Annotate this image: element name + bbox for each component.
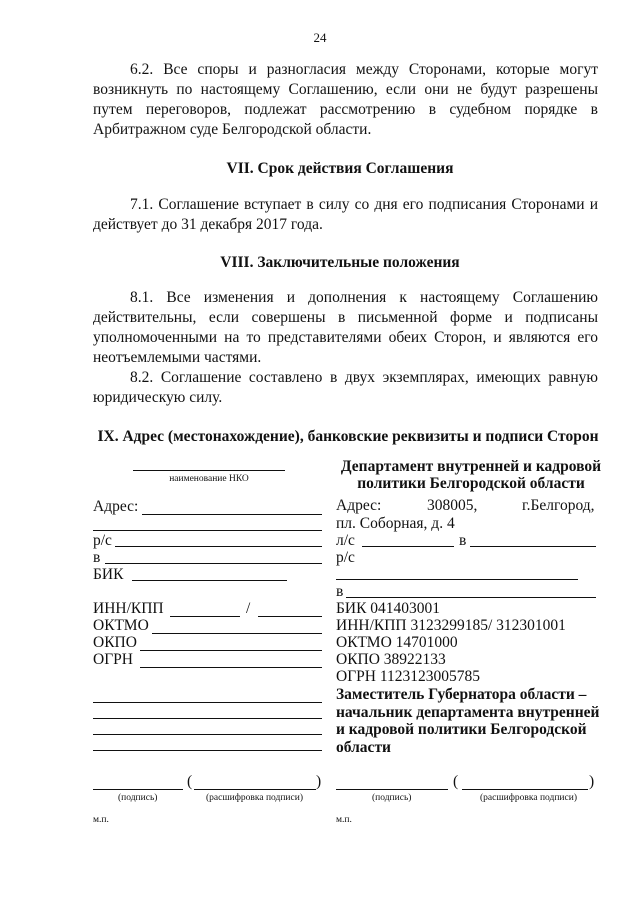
right-address-label: Адрес: xyxy=(336,497,382,514)
paragraph-8-1 xyxy=(93,288,598,368)
left-ogrn-line xyxy=(140,667,322,668)
right-rs-line xyxy=(336,579,578,580)
right-okpo: ОКПО 38922133 xyxy=(336,651,446,668)
paragraph-number: 8.2. xyxy=(130,369,154,386)
left-oktmo-label: ОКТМО xyxy=(93,617,149,634)
left-bank-label: в xyxy=(93,549,101,566)
paragraph-8-2 xyxy=(93,368,598,408)
right-inn: ИНН/КПП 3123299185/ 312301001 xyxy=(336,617,566,634)
left-inn-slash: / xyxy=(246,600,251,617)
right-ls-label: л/с xyxy=(336,532,355,549)
left-inn-line xyxy=(170,616,240,617)
left-okpo-label: ОКПО xyxy=(93,634,137,651)
section-heading-9: IX. Адрес (местонахождение), банковские реквизиты и подписи Сторон xyxy=(97,428,599,445)
paragraph-6-2 xyxy=(93,60,598,140)
right-address-city: г.Белгород, xyxy=(522,497,595,514)
right-address-street: пл. Соборная, д. 4 xyxy=(336,515,455,532)
left-oktmo-line xyxy=(152,633,322,634)
left-address-line xyxy=(142,514,322,515)
right-oktmo: ОКТМО 14701000 xyxy=(336,634,458,651)
right-paren-open: ( xyxy=(453,773,459,790)
right-decode-caption: (расшифровка подписи) xyxy=(480,793,577,803)
left-signatory-line-1 xyxy=(93,702,322,703)
right-decode-line xyxy=(462,789,588,790)
right-signature-caption: (подпись) xyxy=(372,793,412,803)
left-rs-line xyxy=(115,546,322,547)
left-ogrn-label: ОГРН xyxy=(93,651,133,668)
paragraph-text: Соглашение вступает в силу со дня его подписания Сторонами и действует до 31 декабря 2017 года. xyxy=(93,196,599,233)
left-bik-label: БИК xyxy=(93,566,124,583)
left-signature-caption: (подпись) xyxy=(118,793,158,803)
left-signatory-line-2 xyxy=(93,718,322,719)
right-bank2-label: в xyxy=(336,583,344,600)
section-heading-7: VII. Срок действия Соглашения xyxy=(226,160,454,177)
left-address-label: Адрес: xyxy=(93,498,139,515)
nko-name-line xyxy=(133,470,285,471)
deputy-title xyxy=(336,686,599,756)
left-paren-open: ( xyxy=(187,773,193,790)
left-inn-label: ИНН/КПП xyxy=(93,600,164,617)
dept-name-line-1: Департамент внутренней и кадровой xyxy=(340,458,602,475)
paragraph-number: 8.1. xyxy=(130,289,154,306)
right-paren-close: ) xyxy=(589,773,595,790)
left-signatory-line-4 xyxy=(93,750,322,751)
deputy-title-line-3: и кадровой политики Белгородской xyxy=(336,721,587,738)
deputy-title-line-1: Заместитель Губернатора области – xyxy=(336,686,587,703)
deputy-title-line-2: начальник департамента внутренней xyxy=(336,703,600,721)
nko-caption: наименование НКО xyxy=(169,474,249,484)
paragraph-text: Соглашение составлено в двух экземплярах, имеющих равную юридическую силу. xyxy=(93,369,599,406)
left-kpp-line xyxy=(258,616,322,617)
left-bank-line xyxy=(105,563,322,564)
left-bik-line xyxy=(132,580,287,581)
left-rs-label: р/с xyxy=(93,532,112,549)
left-seal-mark: м.п. xyxy=(93,815,109,825)
page-number: 24 xyxy=(313,30,327,45)
paragraph-number: 7.1. xyxy=(130,196,154,213)
right-bank-label: в xyxy=(459,532,467,549)
paragraph-7-1 xyxy=(93,195,598,235)
right-bank2-line xyxy=(346,597,596,598)
right-ls-line xyxy=(362,546,454,547)
right-bik: БИК 041403001 xyxy=(336,600,441,617)
dept-name xyxy=(336,458,606,492)
section-heading-8: VIII. Заключительные положения xyxy=(220,254,460,271)
paragraph-text: Все споры и разногласия между Сторонами, которые могут возникнуть по настоящему Соглашению, если они не будут разрешены путем переговоров, подлежат рассмотрению в судебном порядке в Арбитражном суде Белгородской области. xyxy=(93,61,598,138)
right-seal-mark: м.п. xyxy=(336,815,352,825)
paragraph-text: Все изменения и дополнения к настоящему Соглашению действительны, если совершены в письменной форме и подписаны уполномоченными на то представителями обеих Сторон, и являются его неотъемлемыми частями. xyxy=(93,289,599,366)
left-paren-close: ) xyxy=(316,773,322,790)
left-signatory-line-3 xyxy=(93,734,322,735)
left-okpo-line xyxy=(140,650,322,651)
right-bank-line xyxy=(470,546,596,547)
right-ogrn: ОГРН 1123123005785 xyxy=(336,668,481,685)
right-signature-line xyxy=(336,789,448,790)
paragraph-number: 6.2. xyxy=(130,61,154,78)
left-decode-line xyxy=(194,789,316,790)
dept-name-line-2: политики Белгородской области xyxy=(357,475,585,492)
left-decode-caption: (расшифровка подписи) xyxy=(206,793,303,803)
right-address-zip: 308005, xyxy=(427,497,478,514)
right-rs-label: р/с xyxy=(336,549,355,566)
left-address-line-2 xyxy=(93,530,322,531)
deputy-title-line-4: области xyxy=(336,738,391,756)
left-signature-line xyxy=(93,789,183,790)
